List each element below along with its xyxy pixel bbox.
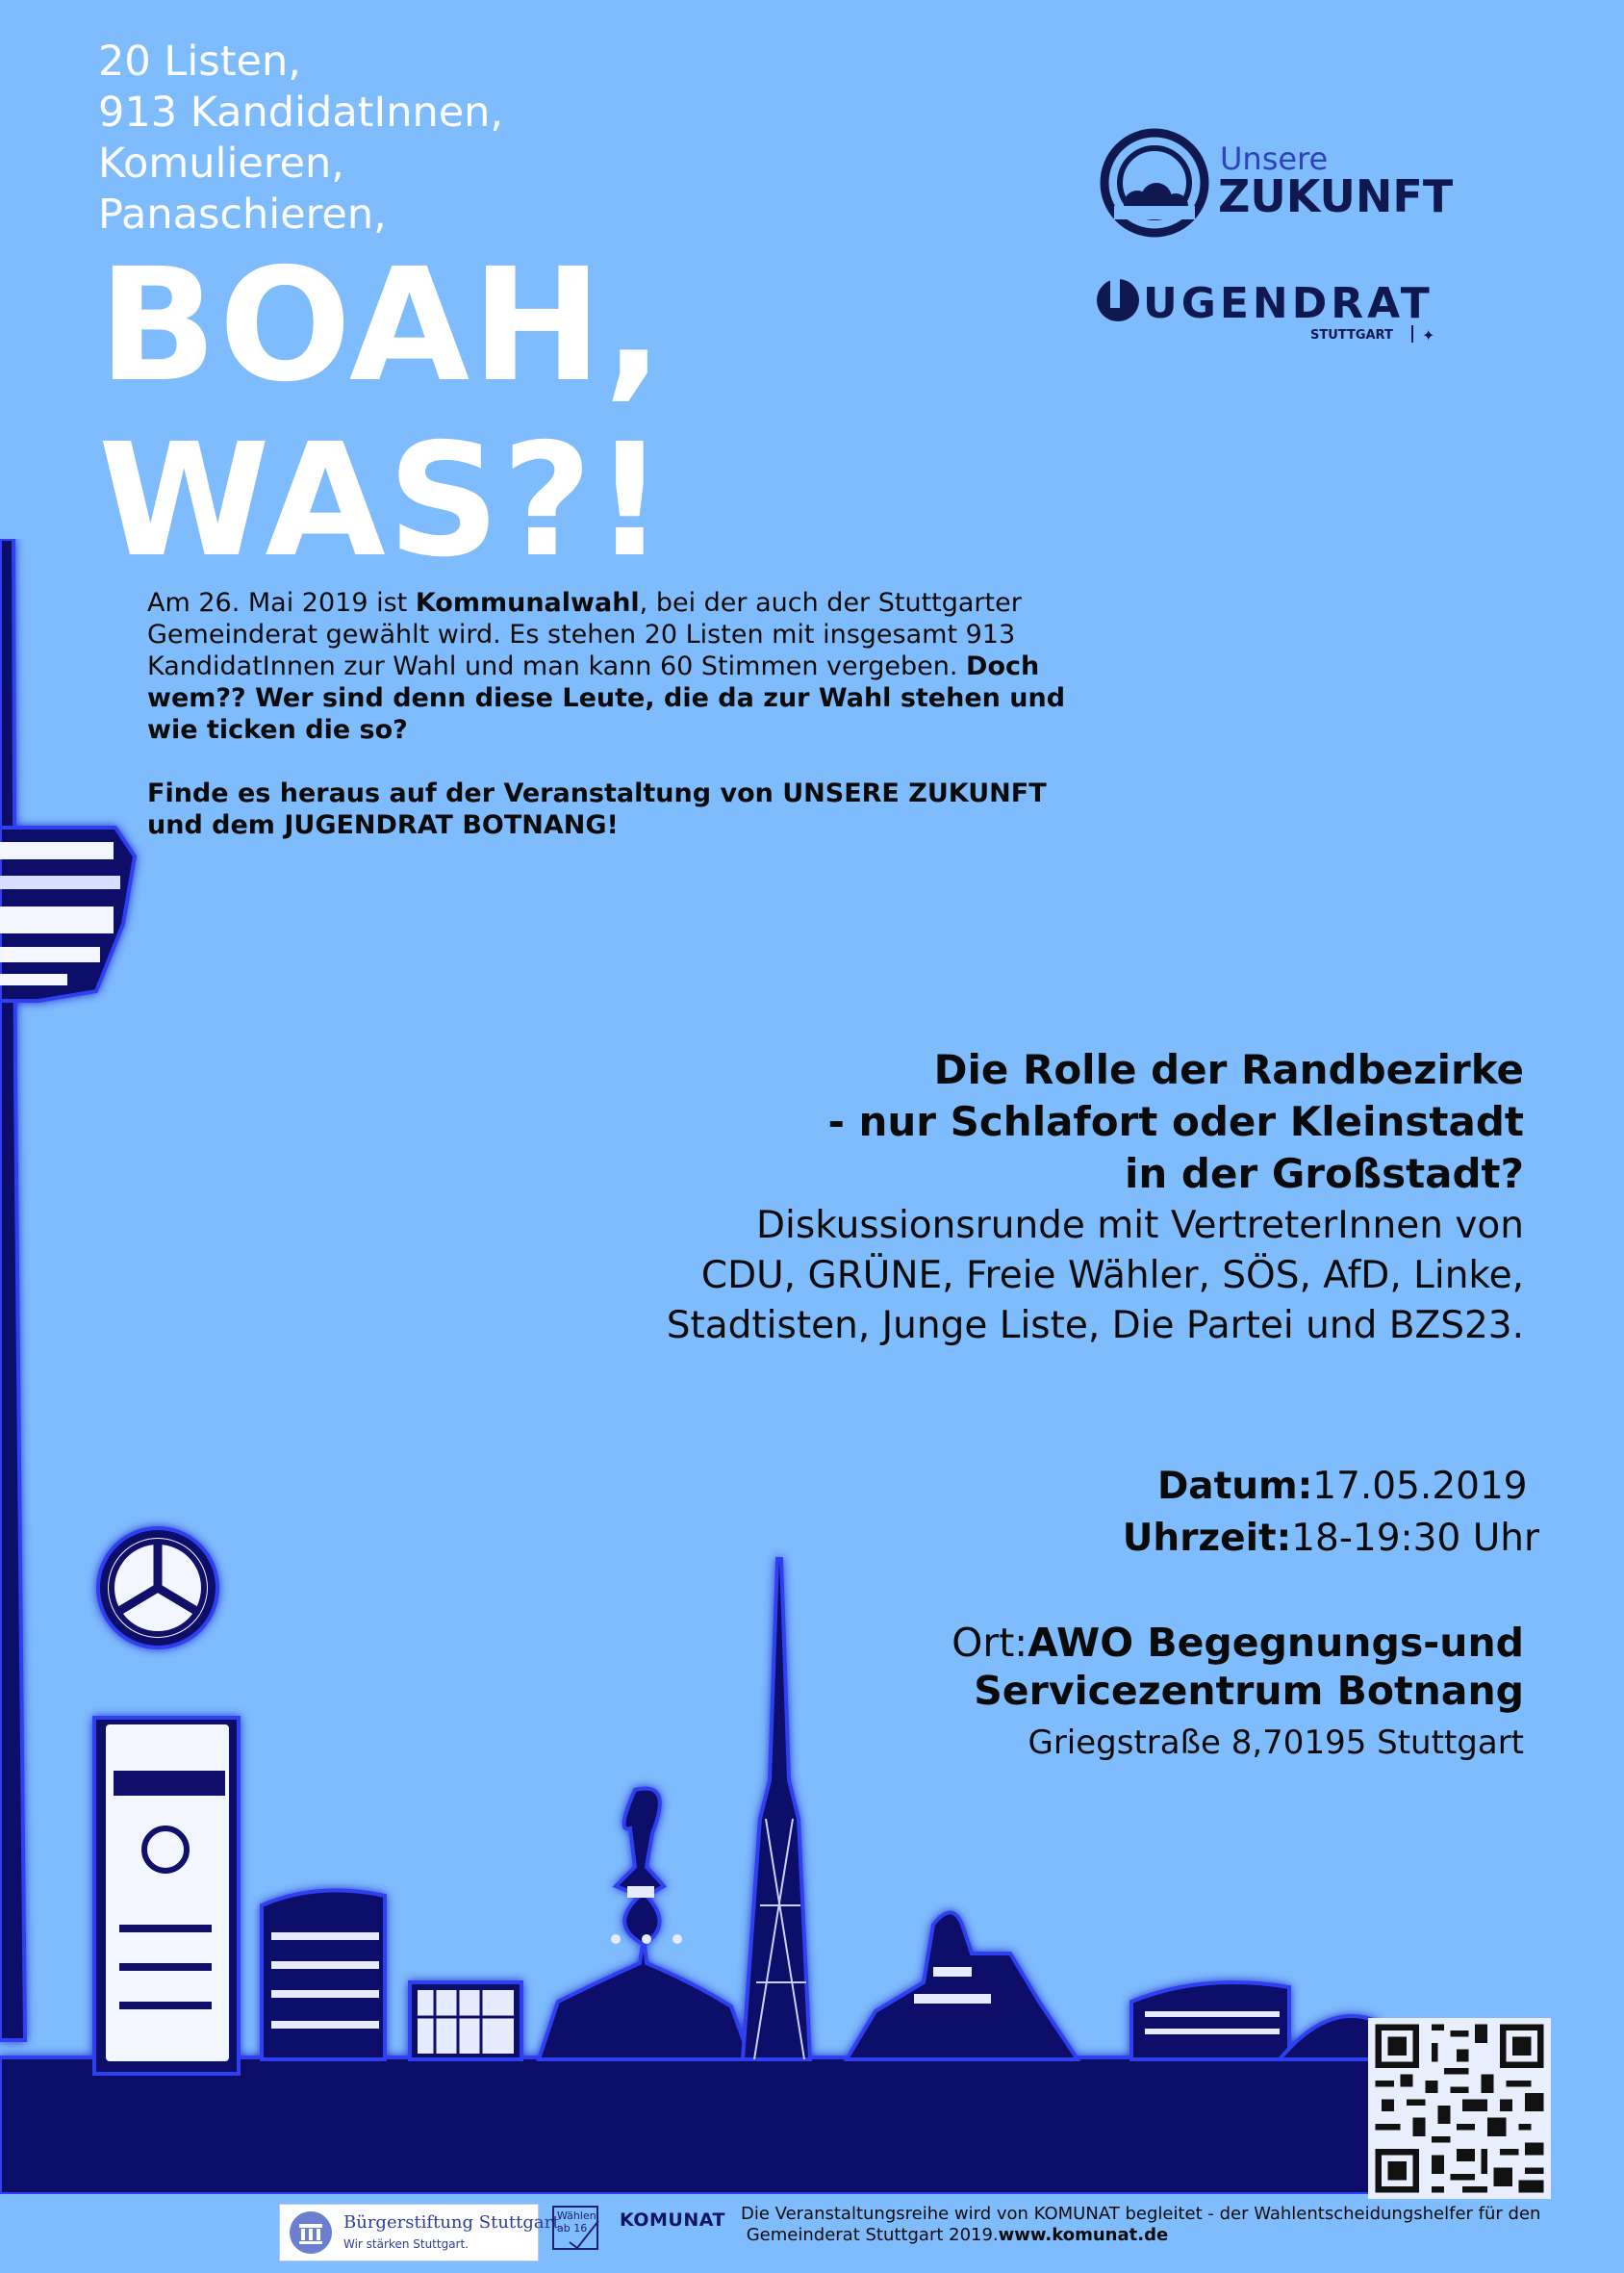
address: Griegstraße 8,70195 Stuttgart (1028, 1724, 1524, 1762)
jugendrat-logo (1097, 279, 1434, 345)
waehlen-ab-16-logo (552, 2206, 602, 2252)
stuttgart-horse-icon: ✦ (1422, 326, 1435, 345)
event-description-line: Stadtisten, Junge Liste, Die Partei und BZS23. (666, 1304, 1524, 1347)
event-title-line: - nur Schlafort oder Kleinstadt (827, 1098, 1524, 1145)
right-hill (1280, 2016, 1376, 2059)
buergerstiftung-icon (288, 2210, 334, 2255)
body-paragraph-2: Finde es heraus auf der Veranstaltung von UNSERE ZUKUNFT und dem JUGENDRAT BOTNANG! (147, 779, 1047, 840)
tv-tower-shaft (0, 539, 25, 2040)
uz-top-text: Unsere (1220, 140, 1329, 177)
headline-line: BOAH, (98, 236, 666, 417)
event-description-line: CDU, GRÜNE, Freie Wähler, SÖS, AfD, Linke, (700, 1254, 1524, 1297)
domed-building (539, 1788, 750, 2059)
buergerstiftung-logo[interactable] (279, 2204, 560, 2261)
intro-line: Komulieren, (98, 140, 344, 188)
ab-16-text: ab 16 (557, 2222, 588, 2235)
skyline-ground (0, 2057, 1376, 2194)
partner-logos (1097, 123, 1453, 354)
venue-row: Ort:AWO Begegnungs-und (952, 1620, 1524, 1666)
right-building (1131, 1982, 1289, 2059)
waehlen-text: Wählen (557, 2209, 596, 2222)
intro-lines (98, 37, 503, 241)
intro-line: 913 KandidatInnen, (98, 89, 504, 137)
headline-line: WAS?! (98, 411, 668, 592)
time-row: Uhrzeit:18-19:30 Uhr (1122, 1517, 1539, 1560)
event-title-line: in der Großstadt? (1125, 1150, 1524, 1197)
intro-line: 20 Listen, (98, 38, 301, 86)
date-row: Datum:17.05.2019 (1156, 1465, 1528, 1508)
intro-paragraphs (147, 587, 1090, 873)
komunat-logo: KOMUNAT (620, 2209, 725, 2231)
radio-tower (743, 1559, 810, 2059)
headline (98, 236, 668, 592)
buergerstiftung-tagline: Wir stärken Stuttgart. (343, 2237, 469, 2251)
intro-line: Panaschieren, (98, 191, 387, 239)
date-time (1123, 1461, 1539, 1565)
qr-code[interactable] (1368, 2018, 1551, 2199)
body-paragraph-1: Am 26. Mai 2019 ist Kommunalwahl, bei der auch der Stuttgarter Gemeinderat gewählt wird. Es stehen 20 Listen mit insgesamt 913 KandidatInnen zur Wahl und man kann 60 Stimmen vergeben. Doch wem?? Wer sind denn diese Leute, die da zur Wahl stehen und wie ticken die so? (147, 588, 1066, 745)
komunat-link[interactable]: www.komunat.de (998, 2225, 1169, 2245)
uz-bottom-text: ZUKUNFT (1218, 170, 1453, 222)
jr-text: UGENDRAT (1143, 279, 1434, 328)
building-arcs (262, 1890, 385, 2059)
footer-note (741, 2204, 1540, 2246)
jr-sub-text: STUTTGART (1310, 328, 1393, 343)
footer-note-line-2: Gemeinderat Stuttgart 2019.www.komunat.de (746, 2225, 1169, 2245)
event-description-line: Diskussionsrunde mit VertreterInnen von (756, 1204, 1524, 1247)
buergerstiftung-name: Bürgerstiftung Stuttgart (343, 2212, 560, 2233)
footer-note-line-1: Die Veranstaltungsreihe wird von KOMUNAT begleitet - der Wahlentscheidungshelfer für den (741, 2204, 1541, 2224)
event-title-line: Die Rolle der Randbezirke (933, 1046, 1524, 1093)
event-block (562, 1044, 1524, 1350)
location (952, 1619, 1524, 1771)
unsere-zukunft-logo (1104, 133, 1453, 233)
venue-row-2: Servicezentrum Botnang (974, 1668, 1524, 1714)
castle-dome (847, 1913, 1078, 2060)
